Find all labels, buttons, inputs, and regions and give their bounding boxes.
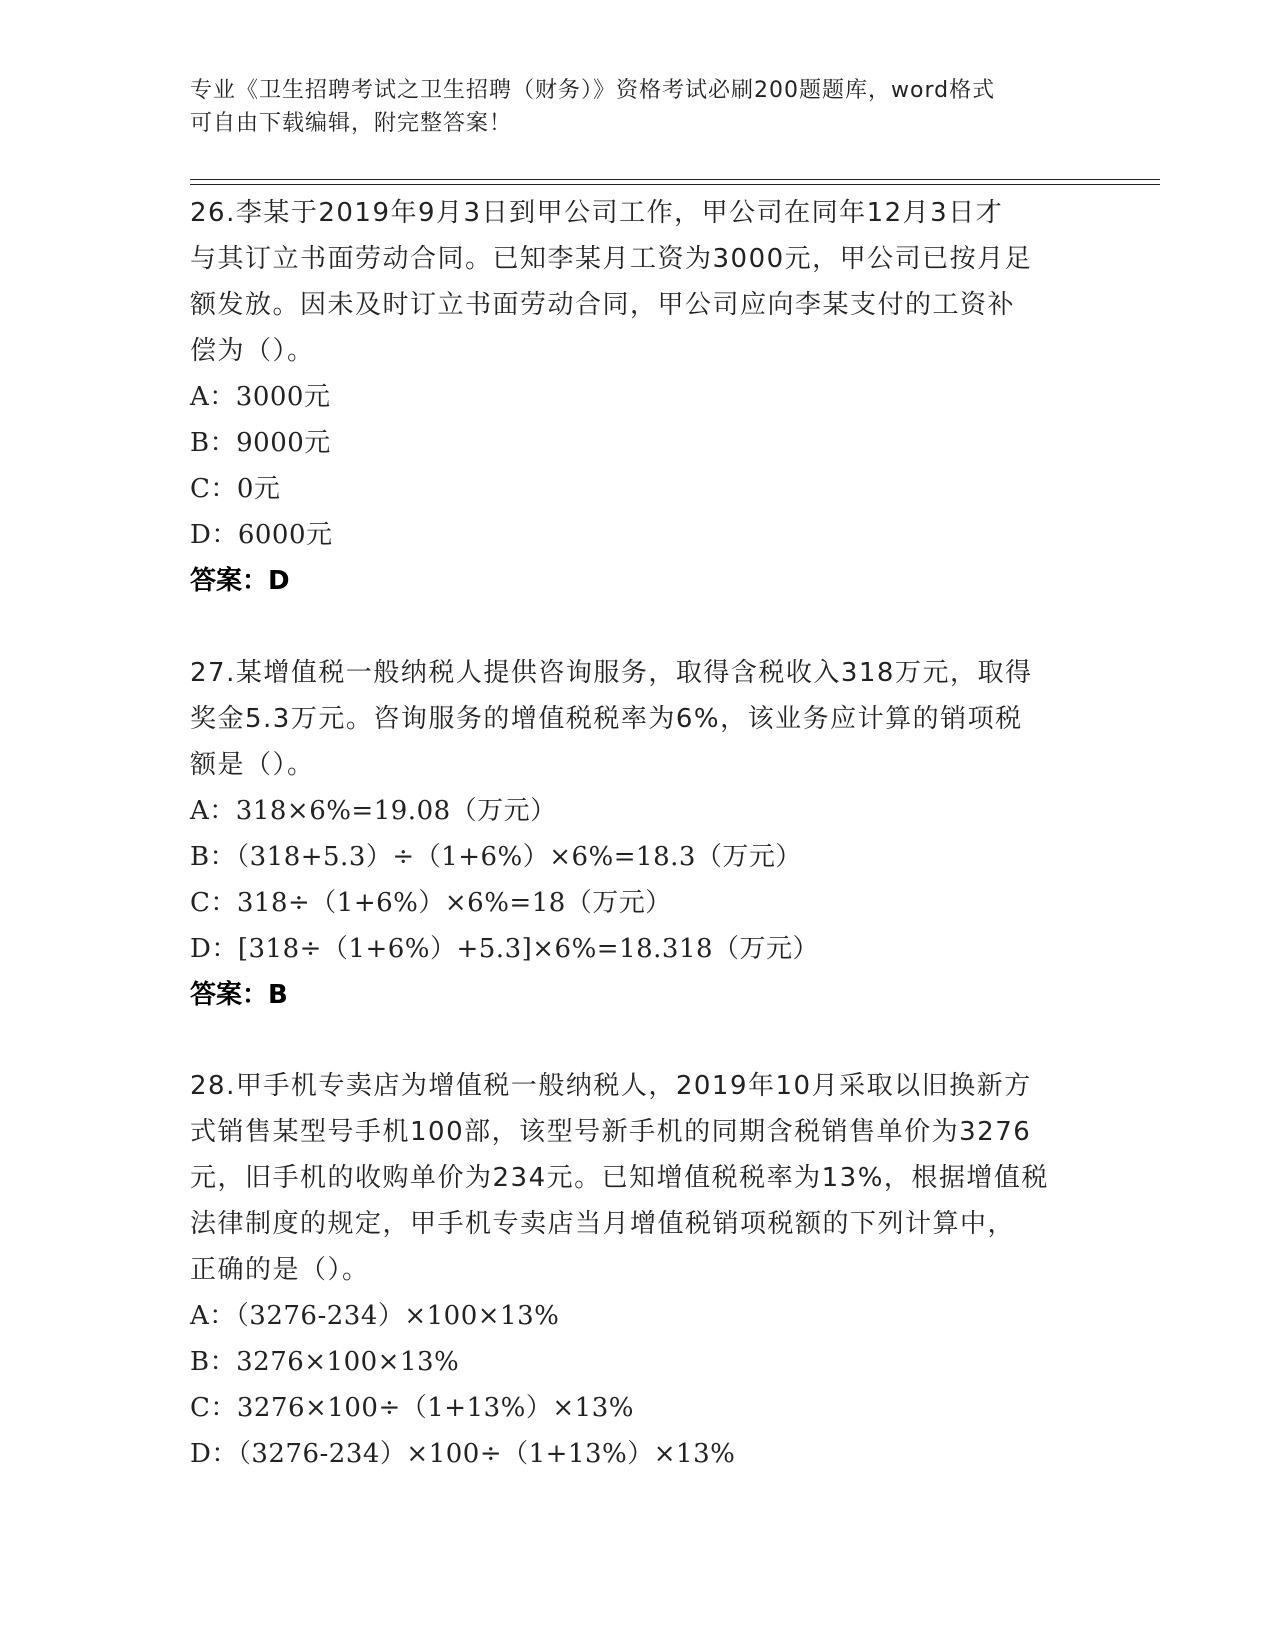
question-stem-line: 奖金5.3万元。咨询服务的增值税税率为6%，该业务应计算的销项税 xyxy=(190,704,1023,734)
question-stem-line: 额是（）。 xyxy=(190,750,315,780)
option-b: B：9000元 xyxy=(190,428,331,458)
question-stem-line: 法律制度的规定，甲手机专卖店当月增值税销项税额的下列计算中， xyxy=(190,1209,1016,1239)
header-line-1: 专业《卫生招聘考试之卫生招聘（财务）》资格考试必刷200题题库，word格式 xyxy=(190,78,996,103)
option-c: C：0元 xyxy=(190,474,281,504)
header-line-2: 可自由下载编辑，附完整答案！ xyxy=(190,111,513,136)
option-a: A：3000元 xyxy=(190,382,331,412)
option-b: B：3276×100×13% xyxy=(190,1347,460,1377)
option-c: C：318÷（1+6%）×6%=18（万元） xyxy=(190,888,672,918)
question-stem-line: 28.甲手机专卖店为增值税一般纳税人，2019年10月采取以旧换新方 xyxy=(190,1071,1032,1101)
question-stem-line: 26.李某于2019年9月3日到甲公司工作，甲公司在同年12月3日才 xyxy=(190,198,1004,228)
option-d: D：[318÷（1+6%）+5.3]×6%=18.318（万元） xyxy=(190,934,820,964)
document-header xyxy=(190,74,1090,140)
answer-label: 答案：B xyxy=(190,980,288,1010)
question-stem-line: 元，旧手机的收购单价为234元。已知增值税税率为13%，根据增值税 xyxy=(190,1163,1049,1193)
option-b: B：（318+5.3）÷（1+6%）×6%=18.3（万元） xyxy=(190,842,802,872)
option-d: D：（3276-234）×100÷（1+13%）×13% xyxy=(190,1439,736,1469)
question-27 xyxy=(190,650,1090,1018)
question-stem-line: 式销售某型号手机100部，该型号新手机的同期含税销售单价为3276 xyxy=(190,1117,1032,1147)
question-stem-line: 正确的是（）。 xyxy=(190,1255,370,1285)
question-stem-line: 与其订立书面劳动合同。已知李某月工资为3000元，甲公司已按月足 xyxy=(190,244,1033,274)
question-26 xyxy=(190,190,1090,604)
question-stem-line: 27.某增值税一般纳税人提供咨询服务，取得含税收入318万元，取得 xyxy=(190,658,1033,688)
option-d: D：6000元 xyxy=(190,520,333,550)
answer-label: 答案：D xyxy=(190,566,290,596)
option-a: A：（3276-234）×100×13% xyxy=(190,1301,560,1331)
header-divider-bottom xyxy=(190,184,1160,185)
option-a: A：318×6%=19.08（万元） xyxy=(190,796,557,826)
header-divider-top xyxy=(190,179,1160,180)
question-28 xyxy=(190,1063,1090,1477)
option-c: C：3276×100÷（1+13%）×13% xyxy=(190,1393,634,1423)
question-stem-line: 额发放。因未及时订立书面劳动合同，甲公司应向李某支付的工资补 xyxy=(190,290,1016,320)
question-stem-line: 偿为（）。 xyxy=(190,336,315,366)
